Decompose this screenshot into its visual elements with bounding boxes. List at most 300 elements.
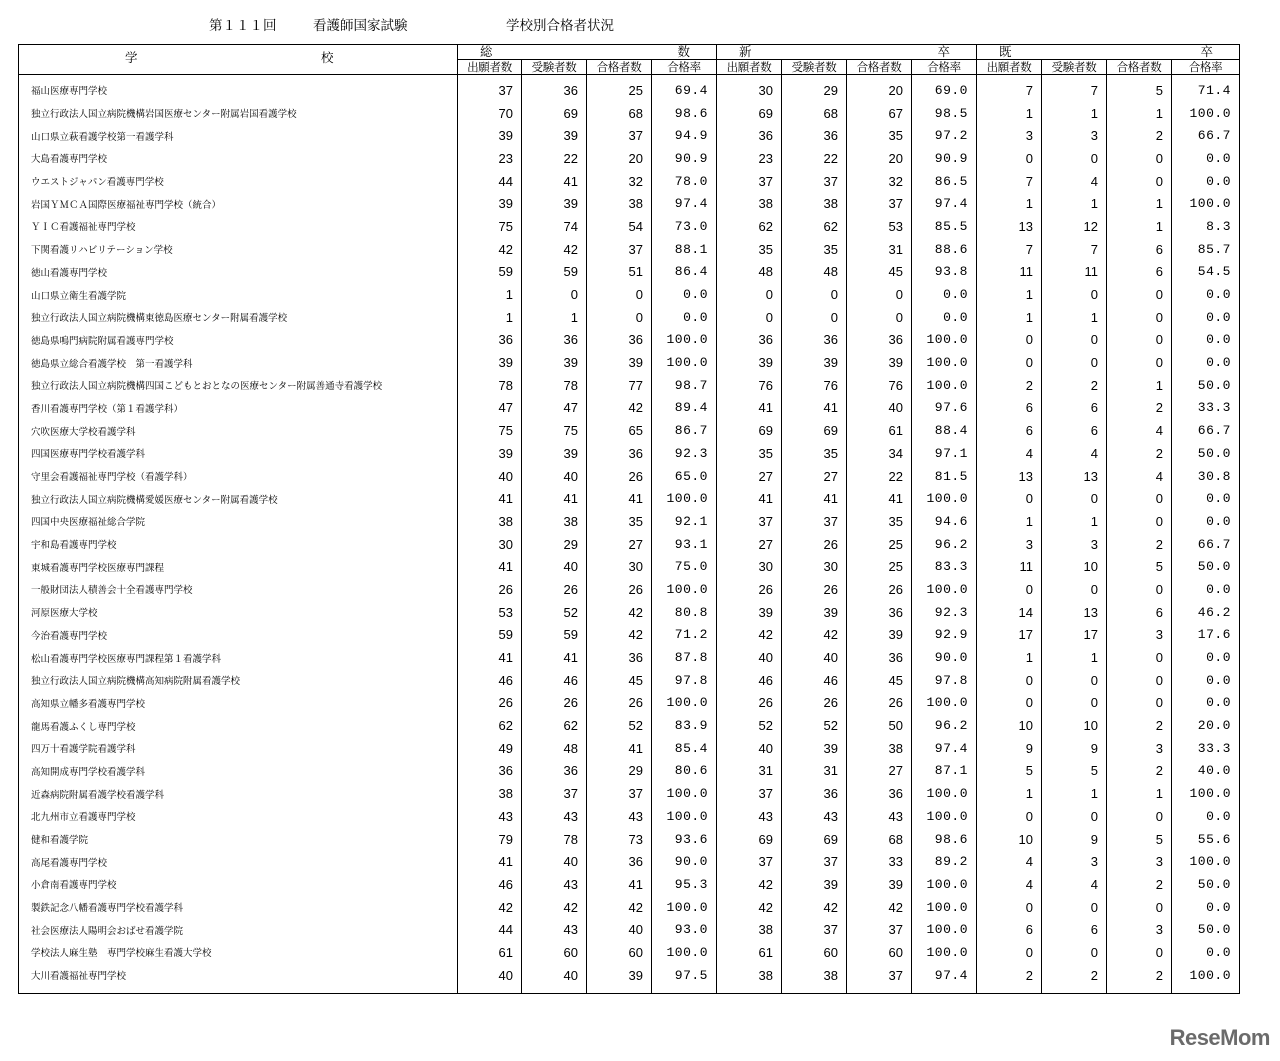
passers-cell: 5: [1107, 555, 1172, 578]
applicants-cell: 52: [717, 714, 782, 737]
applicants-cell: 42: [458, 896, 522, 919]
applicants-cell: 41: [458, 850, 522, 873]
applicants-cell: 40: [458, 964, 522, 993]
passers-cell: 36: [847, 601, 912, 624]
school-name: 守里会看護福祉専門学校（看護学科）: [19, 465, 458, 488]
applicants-cell: 31: [717, 760, 782, 783]
passers-cell: 26: [587, 692, 652, 715]
applicants-cell: 30: [717, 555, 782, 578]
applicants-cell: 44: [458, 918, 522, 941]
passers-cell: 0: [1107, 283, 1172, 306]
examinees-cell: 39: [522, 192, 587, 215]
examinees-cell: 43: [522, 873, 587, 896]
school-name: 東城看護専門学校医療専門課程: [19, 555, 458, 578]
applicants-cell: 27: [717, 465, 782, 488]
pass-rate-cell: 96.2: [912, 714, 977, 737]
group-past-grad-header: 既 卒: [977, 45, 1240, 60]
school-name: 宇和島看護専門学校: [19, 533, 458, 556]
school-name: 山口県立衛生看護学院: [19, 283, 458, 306]
examinees-cell: 62: [782, 215, 847, 238]
passers-cell: 3: [1107, 850, 1172, 873]
passers-cell: 0: [1107, 646, 1172, 669]
applicants-cell: 17: [977, 624, 1042, 647]
applicants-cell: 38: [717, 918, 782, 941]
passers-cell: 43: [587, 805, 652, 828]
examinees-cell: 4: [1042, 170, 1107, 193]
examinees-cell: 1: [1042, 782, 1107, 805]
passers-cell: 54: [587, 215, 652, 238]
table-row: [19, 692, 1240, 715]
passers-cell: 39: [587, 351, 652, 374]
passers-cell: 42: [847, 896, 912, 919]
passers-cell: 37: [847, 918, 912, 941]
pass-rate-cell: 93.6: [652, 828, 717, 851]
applicants-cell: 69: [717, 102, 782, 125]
school-name: 独立行政法人国立病院機構愛媛医療センター附属看護学校: [19, 487, 458, 510]
pass-rate-cell: 97.1: [912, 442, 977, 465]
examinees-cell: 26: [782, 578, 847, 601]
pass-rate-cell: 78.0: [652, 170, 717, 193]
examinees-cell: 6: [1042, 397, 1107, 420]
pass-rate-cell: 92.1: [652, 510, 717, 533]
examinees-cell: 76: [782, 374, 847, 397]
applicants-cell: 38: [458, 510, 522, 533]
applicants-cell: 11: [977, 555, 1042, 578]
examinees-cell: 39: [782, 351, 847, 374]
applicants-cell: 13: [977, 215, 1042, 238]
applicants-cell: 5: [977, 760, 1042, 783]
examinees-cell: 37: [782, 850, 847, 873]
examinees-cell: 1: [522, 306, 587, 329]
applicants-cell: 43: [458, 805, 522, 828]
school-name: 徳島県立総合看護学校 第一看護学科: [19, 351, 458, 374]
passers-cell: 41: [587, 737, 652, 760]
pass-rate-cell: 0.0: [1172, 669, 1240, 692]
examinees-cell: 59: [522, 624, 587, 647]
passers-cell: 77: [587, 374, 652, 397]
examinees-cell: 3: [1042, 124, 1107, 147]
examinees-cell: 6: [1042, 419, 1107, 442]
applicants-cell: 6: [977, 918, 1042, 941]
pass-rate-cell: 100.0: [652, 896, 717, 919]
pass-rate-cell: 100.0: [652, 329, 717, 352]
table-row: [19, 261, 1240, 284]
examinees-cell: 43: [782, 805, 847, 828]
passers-cell: 42: [587, 601, 652, 624]
passers-cell: 60: [587, 941, 652, 964]
examinees-cell: 31: [782, 760, 847, 783]
applicants-cell: 30: [717, 75, 782, 102]
examinees-cell: 1: [1042, 102, 1107, 125]
applicants-cell: 26: [717, 692, 782, 715]
applicants-cell: 1: [977, 192, 1042, 215]
passers-cell: 68: [587, 102, 652, 125]
examinees-cell: 46: [782, 669, 847, 692]
applicants-cell: 43: [717, 805, 782, 828]
passers-cell: 2: [1107, 442, 1172, 465]
applicants-cell: 4: [977, 442, 1042, 465]
examinees-cell: 22: [782, 147, 847, 170]
table-row: [19, 102, 1240, 125]
school-name: 河原医療大学校: [19, 601, 458, 624]
passers-cell: 36: [847, 782, 912, 805]
applicants-cell: 13: [977, 465, 1042, 488]
examinees-cell: 6: [1042, 918, 1107, 941]
applicants-cell: 1: [458, 283, 522, 306]
passers-cell: 32: [847, 170, 912, 193]
pass-rate-cell: 54.5: [1172, 261, 1240, 284]
applicants-cell: 39: [458, 351, 522, 374]
pass-rate-cell: 100.0: [1172, 102, 1240, 125]
examinees-cell: 59: [522, 261, 587, 284]
passers-cell: 0: [1107, 805, 1172, 828]
pass-rate-cell: 0.0: [1172, 646, 1240, 669]
applicants-cell: 37: [717, 850, 782, 873]
passers-cell: 27: [847, 760, 912, 783]
pass-rate-cell: 100.0: [652, 578, 717, 601]
passers-cell: 37: [587, 124, 652, 147]
table-row: [19, 533, 1240, 556]
examinees-cell: 42: [782, 896, 847, 919]
exam-session: 第１１１回: [209, 18, 277, 34]
applicants-cell: 70: [458, 102, 522, 125]
school-name: 一般財団法人積善会十全看護専門学校: [19, 578, 458, 601]
passers-cell: 20: [587, 147, 652, 170]
pass-rate-cell: 97.8: [912, 669, 977, 692]
pass-rate-cell: 100.0: [912, 941, 977, 964]
examinees-cell: 46: [522, 669, 587, 692]
examinees-cell: 0: [1042, 487, 1107, 510]
school-name: 高知開成専門学校看護学科: [19, 760, 458, 783]
pass-rate-cell: 83.3: [912, 555, 977, 578]
table-row: [19, 215, 1240, 238]
table-header: [19, 45, 1240, 75]
applicants-cell: 35: [717, 442, 782, 465]
passers-cell: 0: [1107, 351, 1172, 374]
examinees-cell: 52: [522, 601, 587, 624]
pass-rate-cell: 0.0: [1172, 306, 1240, 329]
examinees-cell: 48: [522, 737, 587, 760]
applicants-cell: 27: [717, 533, 782, 556]
passers-cell: 1: [1107, 374, 1172, 397]
passers-cell: 41: [847, 487, 912, 510]
examinees-cell: 13: [1042, 601, 1107, 624]
examinees-cell: 1: [1042, 306, 1107, 329]
pass-rate-cell: 100.0: [912, 578, 977, 601]
examinees-cell: 26: [782, 533, 847, 556]
examinees-cell: 69: [782, 419, 847, 442]
examinees-cell: 0: [1042, 669, 1107, 692]
examinees-cell: 0: [1042, 805, 1107, 828]
examinees-cell: 37: [782, 510, 847, 533]
applicants-cell: 10: [977, 714, 1042, 737]
passers-cell: 4: [1107, 465, 1172, 488]
examinees-cell: 60: [522, 941, 587, 964]
examinees-cell: 42: [522, 896, 587, 919]
examinees-cell: 37: [782, 170, 847, 193]
examinees-cell: 11: [1042, 261, 1107, 284]
applicants-cell: 49: [458, 737, 522, 760]
passers-cell: 1: [1107, 102, 1172, 125]
applicants-cell: 39: [717, 601, 782, 624]
examinees-cell: 37: [522, 782, 587, 805]
passers-cell: 0: [1107, 692, 1172, 715]
passers-cell: 1: [1107, 192, 1172, 215]
school-name: 福山医療専門学校: [19, 75, 458, 102]
passers-cell: 36: [587, 646, 652, 669]
examinees-cell: 40: [522, 465, 587, 488]
examinees-cell: 35: [782, 442, 847, 465]
passers-cell: 37: [847, 964, 912, 993]
pass-rate-cell: 93.8: [912, 261, 977, 284]
group-new-grad-header: 新 卒: [717, 45, 977, 60]
passers-cell: 40: [847, 397, 912, 420]
pass-rate-cell: 98.5: [912, 102, 977, 125]
examinees-cell: 0: [522, 283, 587, 306]
group-total-header: 総 数: [458, 45, 717, 60]
pass-rate-cell: 100.0: [1172, 782, 1240, 805]
applicants-cell: 2: [977, 374, 1042, 397]
pass-rate-cell: 0.0: [1172, 487, 1240, 510]
pass-rate-cell: 0.0: [1172, 805, 1240, 828]
pass-rate-cell: 75.0: [652, 555, 717, 578]
applicants-cell: 38: [458, 782, 522, 805]
passers-cell: 45: [847, 669, 912, 692]
school-name: 下関看護リハビリテーション学校: [19, 238, 458, 261]
examinees-cell: 74: [522, 215, 587, 238]
examinees-cell: 40: [522, 964, 587, 993]
applicants-cell: 40: [717, 737, 782, 760]
table-row: [19, 419, 1240, 442]
pass-rate-cell: 33.3: [1172, 737, 1240, 760]
pass-rate-cell: 100.0: [1172, 192, 1240, 215]
pass-rate-cell: 97.4: [912, 964, 977, 993]
examinees-cell: 68: [782, 102, 847, 125]
examinees-cell: 0: [782, 306, 847, 329]
examinees-cell: 48: [782, 261, 847, 284]
passers-cell: 20: [847, 75, 912, 102]
examinees-cell: 36: [522, 75, 587, 102]
pass-rate-cell: 98.6: [652, 102, 717, 125]
applicants-cell: 46: [458, 669, 522, 692]
applicants-cell: 69: [717, 828, 782, 851]
pass-rate-cell: 0.0: [1172, 170, 1240, 193]
applicants-cell: 42: [458, 238, 522, 261]
pass-rate-cell: 88.1: [652, 238, 717, 261]
examinees-cell: 9: [1042, 828, 1107, 851]
table-row: [19, 124, 1240, 147]
passers-cell: 0: [1107, 510, 1172, 533]
pass-rate-cell: 30.8: [1172, 465, 1240, 488]
table-row: [19, 873, 1240, 896]
applicants-cell: 4: [977, 873, 1042, 896]
examinees-cell: 0: [1042, 147, 1107, 170]
applicants-cell: 2: [977, 964, 1042, 993]
examinees-cell: 43: [522, 805, 587, 828]
applicants-cell: 0: [977, 351, 1042, 374]
school-name: 香川看護専門学校（第１看護学科）: [19, 397, 458, 420]
table-row: [19, 170, 1240, 193]
examinees-cell: 1: [1042, 192, 1107, 215]
passers-cell: 45: [587, 669, 652, 692]
pass-rate-cell: 100.0: [652, 941, 717, 964]
passers-cell: 53: [847, 215, 912, 238]
applicants-cell: 23: [458, 147, 522, 170]
examinees-cell: 39: [522, 351, 587, 374]
passers-cell: 0: [847, 283, 912, 306]
pass-rate-cell: 92.9: [912, 624, 977, 647]
table-row: [19, 75, 1240, 102]
examinees-cell: 0: [1042, 578, 1107, 601]
passers-cell: 52: [587, 714, 652, 737]
pass-rate-cell: 0.0: [1172, 692, 1240, 715]
applicants-cell: 44: [458, 170, 522, 193]
table-row: [19, 601, 1240, 624]
pass-rate-cell: 90.0: [912, 646, 977, 669]
applicants-cell: 36: [458, 329, 522, 352]
applicants-cell: 35: [717, 238, 782, 261]
pass-rate-cell: 87.8: [652, 646, 717, 669]
applicants-cell: 39: [458, 442, 522, 465]
column-header: 出願者数: [458, 60, 522, 75]
examinees-cell: 36: [522, 760, 587, 783]
examinees-cell: 0: [1042, 329, 1107, 352]
applicants-cell: 0: [977, 487, 1042, 510]
pass-rate-cell: 80.8: [652, 601, 717, 624]
passers-cell: 35: [847, 510, 912, 533]
examinees-cell: 42: [782, 624, 847, 647]
passers-cell: 36: [587, 329, 652, 352]
table-row: [19, 760, 1240, 783]
table-row: [19, 782, 1240, 805]
pass-rate-cell: 73.0: [652, 215, 717, 238]
examinees-cell: 26: [782, 692, 847, 715]
school-name: 今治看護専門学校: [19, 624, 458, 647]
examinees-cell: 37: [782, 918, 847, 941]
applicants-cell: 0: [717, 306, 782, 329]
passers-cell: 35: [587, 510, 652, 533]
examinees-cell: 29: [782, 75, 847, 102]
applicants-cell: 7: [977, 170, 1042, 193]
applicants-cell: 11: [977, 261, 1042, 284]
table-row: [19, 487, 1240, 510]
applicants-cell: 26: [458, 692, 522, 715]
pass-rate-cell: 93.0: [652, 918, 717, 941]
applicants-cell: 0: [977, 692, 1042, 715]
applicants-cell: 14: [977, 601, 1042, 624]
pass-rate-cell: 88.6: [912, 238, 977, 261]
table-row: [19, 147, 1240, 170]
passers-cell: 2: [1107, 873, 1172, 896]
applicants-cell: 59: [458, 624, 522, 647]
examinees-cell: 78: [522, 828, 587, 851]
applicants-cell: 36: [717, 329, 782, 352]
pass-rate-cell: 100.0: [1172, 964, 1240, 993]
examinees-cell: 75: [522, 419, 587, 442]
passers-cell: 1: [1107, 782, 1172, 805]
pass-rate-cell: 98.7: [652, 374, 717, 397]
table-row: [19, 510, 1240, 533]
pass-rate-cell: 90.9: [912, 147, 977, 170]
table-row: [19, 397, 1240, 420]
pass-rate-cell: 0.0: [1172, 147, 1240, 170]
column-header: 出願者数: [717, 60, 782, 75]
passers-cell: 1: [1107, 215, 1172, 238]
pass-rate-cell: 100.0: [912, 896, 977, 919]
pass-rate-cell: 0.0: [1172, 578, 1240, 601]
school-name: 独立行政法人国立病院機構東徳島医療センター附属看護学校: [19, 306, 458, 329]
applicants-cell: 53: [458, 601, 522, 624]
pass-rate-cell: 0.0: [1172, 351, 1240, 374]
examinees-cell: 39: [522, 442, 587, 465]
applicants-cell: 41: [717, 397, 782, 420]
pass-rate-cell: 100.0: [652, 487, 717, 510]
passers-cell: 5: [1107, 75, 1172, 102]
examinees-cell: 36: [782, 329, 847, 352]
examinees-cell: 3: [1042, 850, 1107, 873]
table-row: [19, 555, 1240, 578]
examinees-cell: 41: [782, 487, 847, 510]
examinees-cell: 38: [522, 510, 587, 533]
pass-rate-cell: 100.0: [912, 918, 977, 941]
passers-cell: 35: [847, 124, 912, 147]
pass-rate-cell: 86.7: [652, 419, 717, 442]
pass-rate-cell: 100.0: [652, 782, 717, 805]
applicants-cell: 47: [458, 397, 522, 420]
pass-rate-cell: 50.0: [1172, 918, 1240, 941]
applicants-cell: 0: [977, 805, 1042, 828]
pass-rate-cell: 98.6: [912, 828, 977, 851]
pass-rate-cell: 92.3: [912, 601, 977, 624]
applicants-cell: 1: [977, 306, 1042, 329]
examinees-cell: 9: [1042, 737, 1107, 760]
examinees-cell: 39: [782, 601, 847, 624]
examinees-cell: 41: [522, 487, 587, 510]
school-name: 独立行政法人国立病院機構四国こどもとおとなの医療センター附属善通寺看護学校: [19, 374, 458, 397]
passers-cell: 25: [587, 75, 652, 102]
passers-cell: 34: [847, 442, 912, 465]
applicants-cell: 62: [717, 215, 782, 238]
passers-cell: 2: [1107, 124, 1172, 147]
applicants-cell: 0: [977, 896, 1042, 919]
applicants-cell: 42: [717, 624, 782, 647]
applicants-cell: 7: [977, 75, 1042, 102]
applicants-cell: 7: [977, 238, 1042, 261]
applicants-cell: 37: [717, 170, 782, 193]
pass-rate-cell: 97.2: [912, 124, 977, 147]
pass-rate-cell: 0.0: [652, 306, 717, 329]
school-name: 岩国ＹＭＣＡ国際医療福祉専門学校（統合）: [19, 192, 458, 215]
passers-cell: 37: [587, 782, 652, 805]
pass-rate-cell: 90.9: [652, 147, 717, 170]
school-name: 独立行政法人国立病院機構高知病院附属看護学校: [19, 669, 458, 692]
applicants-cell: 46: [717, 669, 782, 692]
applicants-cell: 1: [977, 283, 1042, 306]
applicants-cell: 61: [717, 941, 782, 964]
examinees-cell: 1: [1042, 646, 1107, 669]
examinees-cell: 27: [782, 465, 847, 488]
pass-rate-cell: 100.0: [912, 873, 977, 896]
passers-cell: 38: [587, 192, 652, 215]
table-row: [19, 351, 1240, 374]
passers-cell: 3: [1107, 918, 1172, 941]
passers-cell: 39: [587, 964, 652, 993]
results-table: [18, 44, 1240, 994]
school-name: ＹＩＣ看護福祉専門学校: [19, 215, 458, 238]
pass-rate-cell: 33.3: [1172, 397, 1240, 420]
passers-cell: 29: [587, 760, 652, 783]
pass-rate-cell: 71.2: [652, 624, 717, 647]
